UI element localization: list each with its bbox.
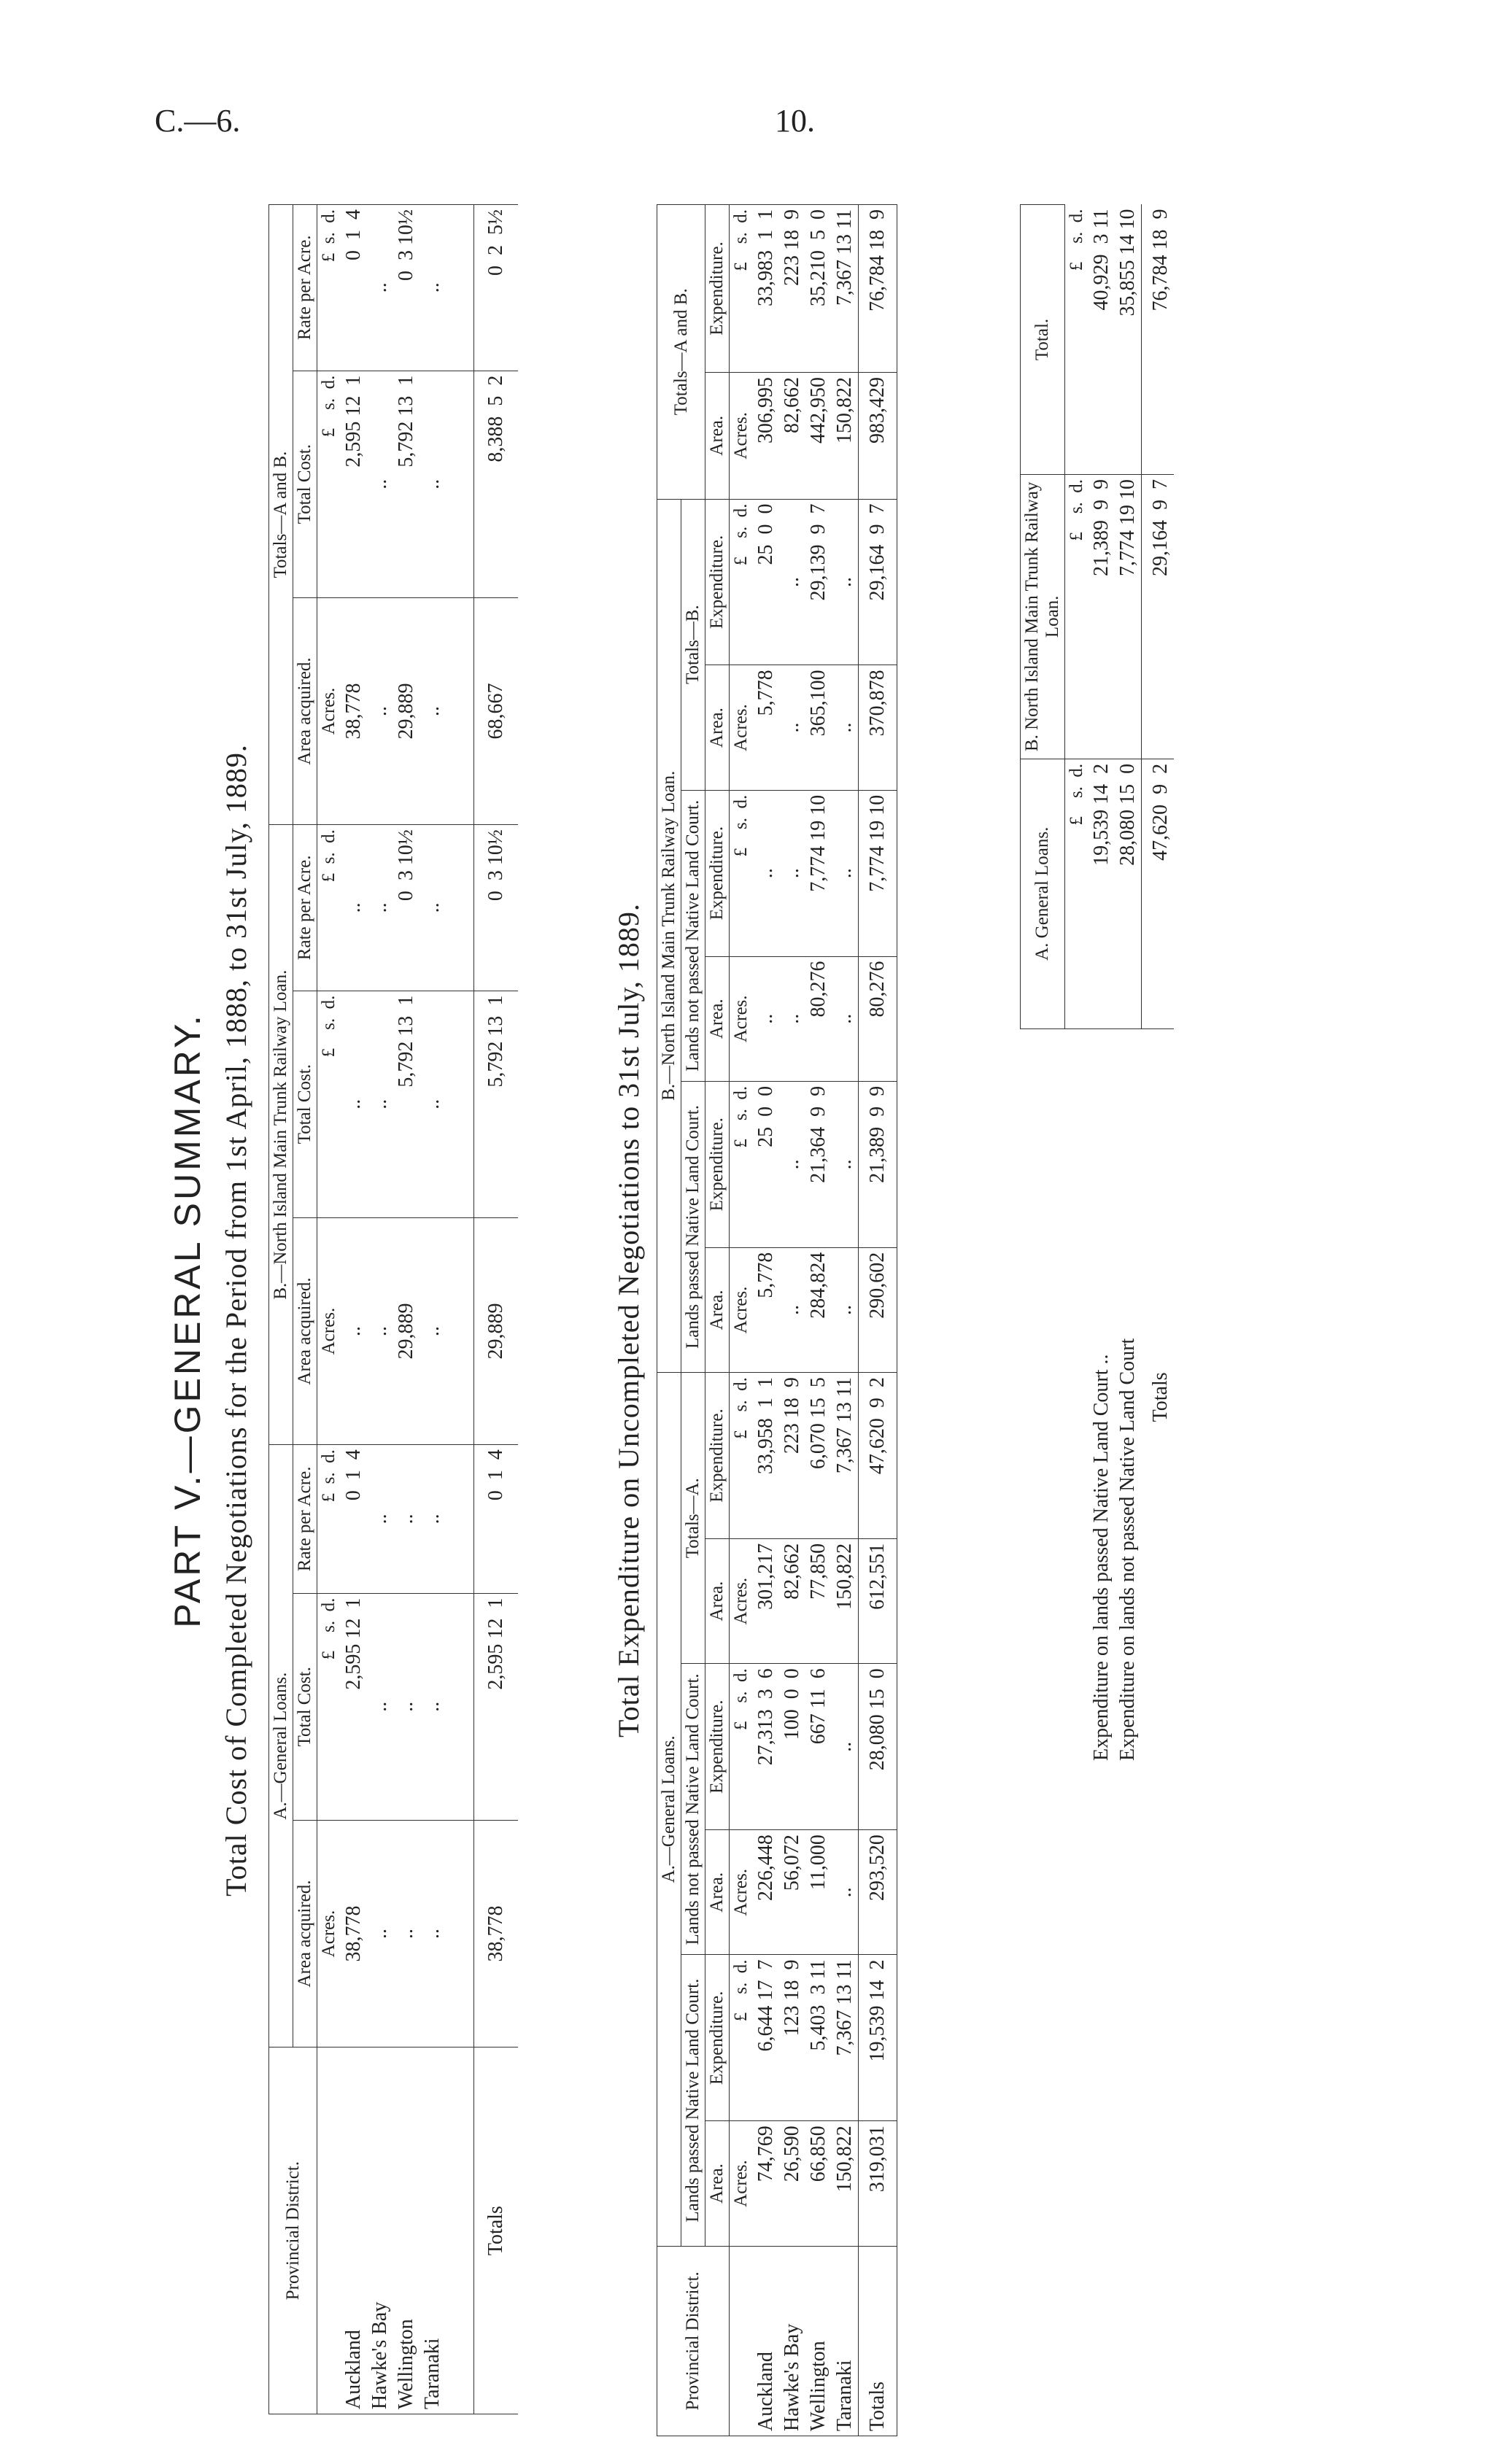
cell: 29,164 9 7 — [1142, 474, 1175, 759]
cell: 306,995 — [753, 373, 779, 500]
cell: .. — [419, 205, 474, 371]
not-passed-header: Lands not passed Native Land Court. — [681, 790, 705, 1081]
unit-label: £ s. d. — [317, 371, 341, 597]
unit-label: Acres. — [730, 1247, 754, 1372]
rate-per-acre-header: Rate per Acre. — [293, 1445, 317, 1594]
not-passed-header: Lands not passed Native Land Court. — [681, 1664, 705, 1955]
area-acquired-header: Area acquired. — [293, 597, 317, 824]
cell: .. — [367, 991, 393, 1217]
area-acquired-header: Area acquired. — [293, 1217, 317, 1444]
cell: .. — [341, 825, 367, 991]
unit-label: £ s. d. — [317, 1445, 341, 1594]
cell: .. — [367, 1593, 393, 1820]
cell: .. — [832, 665, 859, 790]
cell: 0 3 10½ — [474, 825, 519, 991]
total-cost-header: Total Cost. — [293, 1593, 317, 1820]
document-reference: C.—6. — [155, 103, 241, 139]
rotated-summary-sheet — [166, 204, 1304, 2436]
cell: 25 0 0 — [753, 499, 779, 665]
table-row — [367, 205, 393, 2414]
district-name: Hawke's Bay — [779, 2246, 805, 2436]
cell: 150,822 — [832, 2121, 859, 2246]
cell: 2,595 12 1 — [341, 371, 367, 597]
expenditure-header: Expenditure. — [705, 1955, 730, 2121]
group-ab-header: Totals—A and B. — [657, 205, 705, 500]
unit-label: £ s. d. — [730, 1955, 754, 2121]
cell: 370,878 — [859, 665, 897, 790]
cell: .. — [779, 1081, 805, 1247]
cell: .. — [419, 1217, 474, 1444]
unit-label: £ s. d. — [730, 1373, 754, 1539]
totals-row — [1142, 205, 1175, 1766]
cell: .. — [419, 597, 474, 824]
unit-label: £ s. d. — [730, 205, 754, 373]
cell: .. — [367, 205, 393, 371]
cell: .. — [419, 1593, 474, 1820]
cell: .. — [419, 825, 474, 991]
table-row — [779, 205, 805, 2436]
cell: 38,778 — [341, 597, 367, 824]
cell: .. — [419, 1445, 474, 1594]
cell: .. — [832, 1830, 859, 1955]
cell: 5,778 — [753, 1247, 779, 1372]
cell: .. — [779, 1247, 805, 1372]
cell: 5,792 13 1 — [393, 371, 419, 597]
cell: 80,276 — [859, 956, 897, 1081]
row-label: Expenditure on lands not passed Native Land Court — [1116, 1338, 1140, 1761]
cell: 5,403 3 11 — [805, 1955, 832, 2121]
cell: 19,539 14 2 — [1089, 759, 1115, 1028]
unit-label: Acres. — [730, 1830, 754, 1955]
area-header: Area. — [705, 956, 730, 1081]
cell: 0 1 4 — [341, 1445, 367, 1594]
cell: .. — [779, 665, 805, 790]
area-header: Area. — [705, 373, 730, 500]
cell: .. — [832, 1247, 859, 1372]
cell: 19,539 14 2 — [859, 1955, 897, 2121]
district-header: Provincial District. — [269, 2047, 317, 2414]
cell: 28,080 15 0 — [1115, 759, 1142, 1028]
unit-label: £ s. d. — [317, 825, 341, 991]
cell: .. — [832, 956, 859, 1081]
group-ab-header: Totals—A and B. — [269, 205, 293, 825]
cell: 667 11 6 — [805, 1664, 832, 1830]
totals-label: Totals — [474, 2047, 519, 2414]
cell: .. — [779, 790, 805, 956]
totals-label: Totals — [1148, 1372, 1172, 1422]
cell: 29,889 — [393, 1217, 419, 1444]
totals-row — [859, 205, 897, 2436]
unit-label: £ s. d. — [317, 991, 341, 1217]
unit-label: £ s. d. — [1065, 205, 1089, 475]
rate-per-acre-header: Rate per Acre. — [293, 205, 317, 371]
unit-label: Acres. — [730, 956, 754, 1081]
cell: 33,958 1 1 — [753, 1373, 779, 1539]
cell: 0 2 5½ — [474, 205, 519, 371]
uncompleted-negotiations-title: Total Expenditure on Uncompleted Negotiations to 31st July, 1889. — [612, 903, 645, 1737]
expenditure-summary-table — [1020, 204, 1174, 1765]
area-acquired-header: Area acquired. — [293, 1820, 317, 2047]
unit-label: £ s. d. — [730, 1081, 754, 1247]
cell: 442,950 — [805, 373, 832, 500]
cell: .. — [341, 1217, 367, 1444]
total-cost-header: Total Cost. — [293, 371, 317, 597]
cell: 33,983 1 1 — [753, 205, 779, 373]
cell: 40,929 3 11 — [1089, 205, 1115, 475]
cell: 28,080 15 0 — [859, 1664, 897, 1830]
cell: 293,520 — [859, 1830, 897, 1955]
unit-label: Acres. — [317, 1217, 341, 1444]
cell: .. — [832, 790, 859, 956]
cell: .. — [832, 1664, 859, 1830]
cell: 29,164 9 7 — [859, 499, 897, 665]
cell: 68,667 — [474, 597, 519, 824]
cell: 5,792 13 1 — [393, 991, 419, 1217]
uncompleted-negotiations-table — [657, 204, 897, 2436]
unit-label: £ s. d. — [317, 1593, 341, 1820]
cell: 2,595 12 1 — [474, 1593, 519, 1820]
cell: 223 18 9 — [779, 205, 805, 373]
cell: .. — [832, 499, 859, 665]
district-name: Hawke's Bay — [367, 2047, 393, 2414]
table-row — [393, 205, 419, 2414]
unit-label: Acres. — [317, 597, 341, 824]
unit-label: £ s. d. — [730, 499, 754, 665]
cell: .. — [419, 991, 474, 1217]
cell: .. — [779, 499, 805, 665]
cell: 0 3 10½ — [393, 205, 419, 371]
cell: .. — [419, 371, 474, 597]
table-row — [805, 205, 832, 2436]
area-header: Area. — [705, 1538, 730, 1663]
cell: 29,889 — [393, 597, 419, 824]
cell: 0 1 4 — [474, 1445, 519, 1594]
district-name: Wellington — [805, 2246, 832, 2436]
group-b-header: B.—North Island Main Trunk Railway Loan. — [269, 825, 293, 1445]
cell: 21,389 9 9 — [1089, 474, 1115, 759]
cell: 223 18 9 — [779, 1373, 805, 1539]
district-name: Auckland — [341, 2047, 367, 2414]
unit-label: Acres. — [730, 665, 754, 790]
cell: .. — [832, 1081, 859, 1247]
cell: 74,769 — [753, 2121, 779, 2246]
cell: 7,774 19 10 — [805, 790, 832, 956]
completed-negotiations-table — [268, 204, 518, 2414]
cell: .. — [753, 956, 779, 1081]
cell: 150,822 — [832, 1538, 859, 1663]
cell: 301,217 — [753, 1538, 779, 1663]
cell: 284,824 — [805, 1247, 832, 1372]
total-cost-header: Total Cost. — [293, 991, 317, 1217]
unit-label: Acres. — [730, 1538, 754, 1663]
completed-negotiations-title: Total Cost of Completed Negotiations for the Period from 1st April, 1888, to 31st July, 1889. — [220, 744, 252, 1897]
totals-b-header: Totals—B. — [681, 499, 705, 790]
unit-label: Acres. — [730, 373, 754, 500]
cell: .. — [419, 1820, 474, 2047]
area-header: Area. — [705, 1830, 730, 1955]
expenditure-header: Expenditure. — [705, 1373, 730, 1539]
cell: 6,070 15 5 — [805, 1373, 832, 1539]
railway-loan-header: B. North Island Main Trunk Railway Loan. — [1021, 474, 1065, 759]
group-b-header: B.—North Island Main Trunk Railway Loan. — [657, 499, 681, 1373]
cell: 29,139 9 7 — [805, 499, 832, 665]
cell: .. — [367, 1445, 393, 1594]
cell: 77,850 — [805, 1538, 832, 1663]
cell: .. — [367, 825, 393, 991]
cell: 365,100 — [805, 665, 832, 790]
cell: 47,620 9 2 — [859, 1373, 897, 1539]
unit-label: Acres. — [317, 1820, 341, 2047]
district-name: Wellington — [393, 2047, 419, 2414]
unit-label: £ s. d. — [1065, 474, 1089, 759]
unit-label: Acres. — [730, 2121, 754, 2246]
cell: 5,792 13 1 — [474, 991, 519, 1217]
cell: 226,448 — [753, 1830, 779, 1955]
cell: 150,822 — [832, 373, 859, 500]
cell: 7,774 19 10 — [859, 790, 897, 956]
cell: .. — [367, 371, 393, 597]
cell: 26,590 — [779, 2121, 805, 2246]
cell: 35,210 5 0 — [805, 205, 832, 373]
area-header: Area. — [705, 665, 730, 790]
area-header: Area. — [705, 2121, 730, 2246]
district-name: Taranaki — [419, 2047, 474, 2414]
table-row — [341, 205, 367, 2414]
cell: .. — [367, 597, 393, 824]
cell: 7,367 13 11 — [832, 1373, 859, 1539]
cell: 7,367 13 11 — [832, 205, 859, 373]
cell: 5,778 — [753, 665, 779, 790]
cell: 8,388 5 2 — [474, 371, 519, 597]
cell: 21,364 9 9 — [805, 1081, 832, 1247]
totals-row — [474, 205, 519, 2414]
expenditure-header: Expenditure. — [705, 790, 730, 956]
cell: 82,662 — [779, 373, 805, 500]
table-row — [1089, 205, 1115, 1766]
expenditure-header: Expenditure. — [705, 1081, 730, 1247]
table-row — [1115, 205, 1142, 1766]
cell: 319,031 — [859, 2121, 897, 2246]
passed-header: Lands passed Native Land Court. — [681, 1081, 705, 1372]
cell: 2,595 12 1 — [341, 1593, 367, 1820]
row-label: Expenditure on lands passed Native Land Court .. — [1090, 1354, 1113, 1761]
general-loans-header: A. General Loans. — [1021, 759, 1065, 1028]
part-title: PART V.—GENERAL SUMMARY. — [167, 1012, 208, 1628]
table-row — [832, 205, 859, 2436]
cell: 21,389 9 9 — [859, 1081, 897, 1247]
cell: 7,774 19 10 — [1115, 474, 1142, 759]
area-header: Area. — [705, 1247, 730, 1372]
passed-header: Lands passed Native Land Court. — [681, 1955, 705, 2246]
unit-label: £ s. d. — [730, 1664, 754, 1830]
cell: 612,551 — [859, 1538, 897, 1663]
expenditure-header: Expenditure. — [705, 499, 730, 665]
page-number: 10. — [775, 103, 815, 139]
totals-a-header: Totals—A. — [681, 1373, 705, 1664]
district-name: Auckland — [753, 2246, 779, 2436]
cell: 11,000 — [805, 1830, 832, 1955]
cell: 66,850 — [805, 2121, 832, 2246]
cell: .. — [367, 1217, 393, 1444]
rate-per-acre-header: Rate per Acre. — [293, 825, 317, 991]
cell: 38,778 — [474, 1820, 519, 2047]
unit-label: £ s. d. — [1065, 759, 1089, 1028]
cell: 290,602 — [859, 1247, 897, 1372]
cell: .. — [367, 1820, 393, 2047]
cell: .. — [779, 956, 805, 1081]
cell: 56,072 — [779, 1830, 805, 1955]
cell: .. — [753, 790, 779, 956]
cell: 123 18 9 — [779, 1955, 805, 2121]
total-header: Total. — [1021, 205, 1065, 475]
cell: .. — [393, 1820, 419, 2047]
cell: 80,276 — [805, 956, 832, 1081]
group-a-header: A.—General Loans. — [269, 1445, 293, 2047]
group-a-header: A.—General Loans. — [657, 1373, 681, 2247]
cell: 25 0 0 — [753, 1081, 779, 1247]
cell: 38,778 — [341, 1820, 367, 2047]
cell: 76,784 18 9 — [859, 205, 897, 373]
unit-label: £ s. d. — [317, 205, 341, 371]
cell: 100 0 0 — [779, 1664, 805, 1830]
district-header: Provincial District. — [657, 2246, 730, 2436]
cell: 76,784 18 9 — [1142, 205, 1175, 475]
cell: 82,662 — [779, 1538, 805, 1663]
expenditure-header: Expenditure. — [705, 1664, 730, 1830]
cell: 47,620 9 2 — [1142, 759, 1175, 1028]
expenditure-header: Expenditure. — [705, 205, 730, 373]
cell: 7,367 13 11 — [832, 1955, 859, 2121]
cell: 0 3 10½ — [393, 825, 419, 991]
table-row — [419, 205, 474, 2414]
district-name: Taranaki — [832, 2246, 859, 2436]
unit-label: £ s. d. — [730, 790, 754, 956]
cell: 0 1 4 — [341, 205, 367, 371]
totals-label: Totals — [859, 2246, 897, 2436]
cell: .. — [393, 1445, 419, 1594]
cell: 6,644 17 7 — [753, 1955, 779, 2121]
cell: .. — [341, 991, 367, 1217]
cell: 27,313 3 6 — [753, 1664, 779, 1830]
cell: .. — [393, 1593, 419, 1820]
cell: 35,855 14 10 — [1115, 205, 1142, 475]
cell: 29,889 — [474, 1217, 519, 1444]
cell: 983,429 — [859, 373, 897, 500]
table-row — [753, 205, 779, 2436]
